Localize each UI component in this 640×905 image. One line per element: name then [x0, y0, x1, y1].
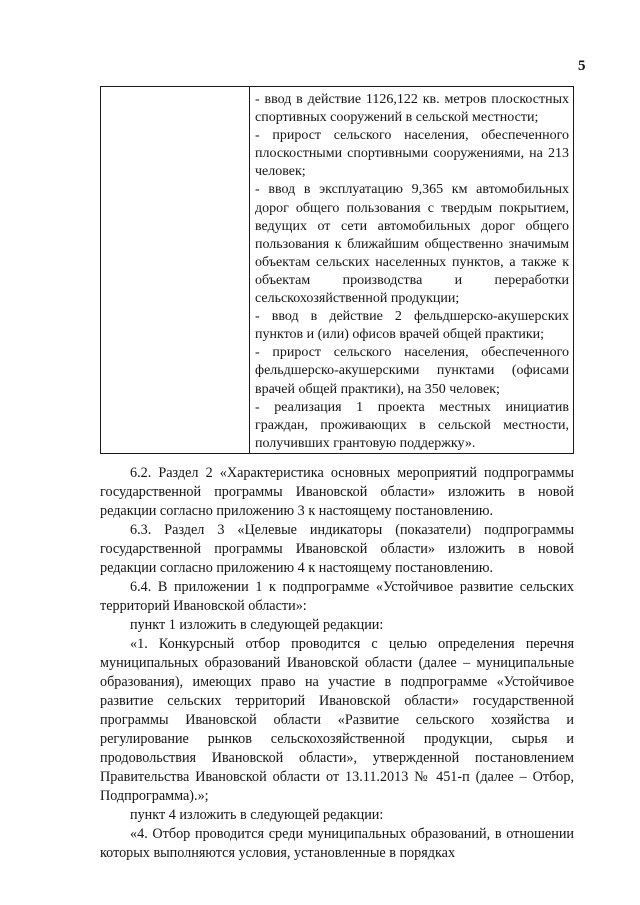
document-body: [100, 464, 574, 863]
paragraph-item-4-intro: пункт 4 изложить в следующей редакции:: [130, 807, 384, 823]
paragraph-item-1-text: «1. Конкурсный отбор проводится с целью определения перечня муниципальных образований Ивановской области (далее – муниципальные образования), имеющих право на участие в подпрограмме «Устойчивое развитие сельских территорий Ивановской области» государственной программы Ивановской области «Развитие сельского хозяйства и регулирование рынков сельскохозяйственной продукции, сырья и продовольствия Ивановской области», утвержденной постановлением Правительства Ивановской области от 13.11.2013 № 451-п (далее – Отбор, Подпрограмма).»;: [100, 636, 574, 804]
paragraph-6-2: 6.2. Раздел 2 «Характеристика основных мероприятий подпрограммы государственной программы Ивановской области» изложить в новой редакции согласно приложению 3 к настоящему постановлению.: [100, 465, 574, 519]
table-item: - прирост сельского населения, обеспеченного фельдшерско-акушерскими пунктами (офисами врачей общей практики), на 350 человек;: [255, 345, 569, 397]
paragraph-6-3: 6.3. Раздел 3 «Целевые индикаторы (показатели) подпрограммы государственной программы Ивановской области» изложить в новой редакции согласно приложению 4 к настоящему постановлению.: [100, 522, 574, 576]
paragraph-6-4: 6.4. В приложении 1 к подпрограмме «Устойчивое развитие сельских территорий Ивановской области»:: [100, 579, 574, 614]
table-item: - ввод в действие 2 фельдшерско-акушерских пунктов и (или) офисов врачей общей практики;: [255, 309, 569, 343]
paragraph-item-4-text: «4. Отбор проводится среди муниципальных образований, в отношении которых выполняются условия, установленные в порядках: [100, 826, 574, 861]
paragraph-item-1-intro: пункт 1 изложить в следующей редакции:: [130, 617, 384, 633]
table-cell-indicators: [255, 91, 569, 453]
table-item: - прирост сельского населения, обеспеченного плоскостными спортивными сооружениями, на 213 человек;: [255, 128, 569, 180]
page-number: 5: [578, 58, 586, 74]
table-column-divider: [249, 87, 250, 453]
indicators-table: [100, 86, 574, 454]
table-item: - ввод в эксплуатацию 9,365 км автомобильных дорог общего пользования с твердым покрытием, ведущих от сети автомобильных дорог общего пользования к ближайшим общественно значимым объектам сельских населенных пунктов, а также к объектам производства и переработки сельскохозяйственной продукции;: [255, 182, 569, 307]
table-item: - ввод в действие 1126,122 кв. метров плоскостных спортивных сооружений в сельской местности;: [255, 92, 569, 126]
table-item: - реализация 1 проекта местных инициатив граждан, проживающих в сельской местности, получивших грантовую поддержку».: [255, 399, 569, 451]
